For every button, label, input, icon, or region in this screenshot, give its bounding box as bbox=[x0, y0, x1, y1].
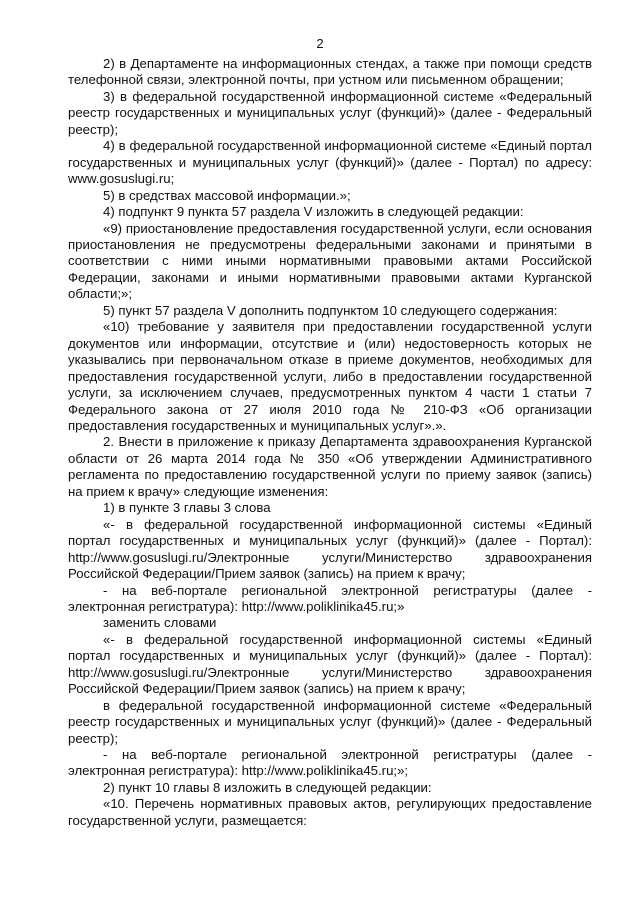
paragraph-replace-with: заменить словами bbox=[103, 615, 217, 631]
paragraph-new-portal: «- в федеральной государственной информационной системы «Единый портал государственных и муниципальных услуг (функций)» (далее - Портал): http://www.gosuslugi.ru/Электронные услуги/Министерство здравоохранения Российской Федерации/Прием заявок (запись) на прием к врачу; bbox=[68, 631, 592, 697]
paragraph-subitem-10: «10) требование у заявителя при предоставлении государственной услуги документов или информации, отсутствие и (или) недостоверность которых не указывались при первоначальном отказе в приеме документов, необходимых для предоставления государственной услуги, либо в предоставлении государственной услуги, за исключением случаев, предусмотренных пунктом 4 части 1 статьи 7 Федерального закона от 27 июля 2010 года № 210-ФЗ «Об организации предоставления государственных и муниципальных услуг».». bbox=[68, 319, 592, 433]
paragraph-new-registry: - на веб-портале региональной электронной регистратуры (далее - электронная регистратура): http://www.poliklinika45.ru;»; bbox=[68, 747, 592, 779]
document-body bbox=[68, 56, 592, 829]
paragraph-item-4: 4) в федеральной государственной информационной системе «Единый портал государственных и муниципальных услуг (функций)» (далее - Портал) по адресу: www.gosuslugi.ru; bbox=[68, 138, 592, 187]
paragraph-subitem-9: «9) приостановление предоставления государственной услуги, если основания приостановления не предусмотрены федеральными законами и принятыми в соответствии с ними иными нормативными правовыми актами Российской Федерации, законами и иными нормативными правовыми актами Курганской области;»; bbox=[68, 220, 592, 302]
paragraph-change-1: 1) в пункте 3 главы 3 слова bbox=[103, 500, 271, 516]
paragraph-change-2: 2) пункт 10 главы 8 изложить в следующей редакции: bbox=[103, 779, 432, 795]
paragraph-item-10: «10. Перечень нормативных правовых актов, регулирующих предоставление государственной услуги, размещается: bbox=[68, 796, 592, 828]
paragraph-item-3: 3) в федеральной государственной информационной системе «Федеральный реестр государственных и муниципальных услуг (функций)» (далее - Федеральный реестр); bbox=[68, 88, 592, 137]
paragraph-new-federal-registry: в федеральной государственной информационной системе «Федеральный реестр государственных и муниципальных услуг (функций)» (далее - Федеральный реестр); bbox=[68, 697, 592, 746]
paragraph-old-registry: - на веб-портале региональной электронной регистратуры (далее - электронная регистратура): http://www.poliklinika45.ru;» bbox=[68, 582, 592, 614]
paragraph-section-2: 2. Внести в приложение к приказу Департамента здравоохранения Курганской области от 26 марта 2014 года № 350 «Об утверждении Административного регламента по предоставлению государственной услуги по приему заявок (запись) на прием к врачу» следующие изменения: bbox=[68, 434, 592, 499]
paragraph-item-5: 5) в средствах массовой информации.»; bbox=[103, 187, 351, 203]
paragraph-amend-5: 5) пункт 57 раздела V дополнить подпунктом 10 следующего содержания: bbox=[103, 302, 558, 318]
paragraph-item-2: 2) в Департаменте на информационных стендах, а также при помощи средств телефонной связи, электронной почты, при устном или письменном обращении; bbox=[68, 56, 592, 88]
paragraph-old-portal: «- в федеральной государственной информационной системы «Единый портал государственных и муниципальных услуг (функций)» (далее - Портал): http://www.gosuslugi.ru/Электронные услуги/Министерство здравоохранения Российской Федерации/Прием заявок (запись) на прием к врачу; bbox=[68, 516, 592, 582]
page-number: 2 bbox=[316, 36, 324, 51]
paragraph-amend-4: 4) подпункт 9 пункта 57 раздела V изложить в следующей редакции: bbox=[103, 204, 524, 220]
